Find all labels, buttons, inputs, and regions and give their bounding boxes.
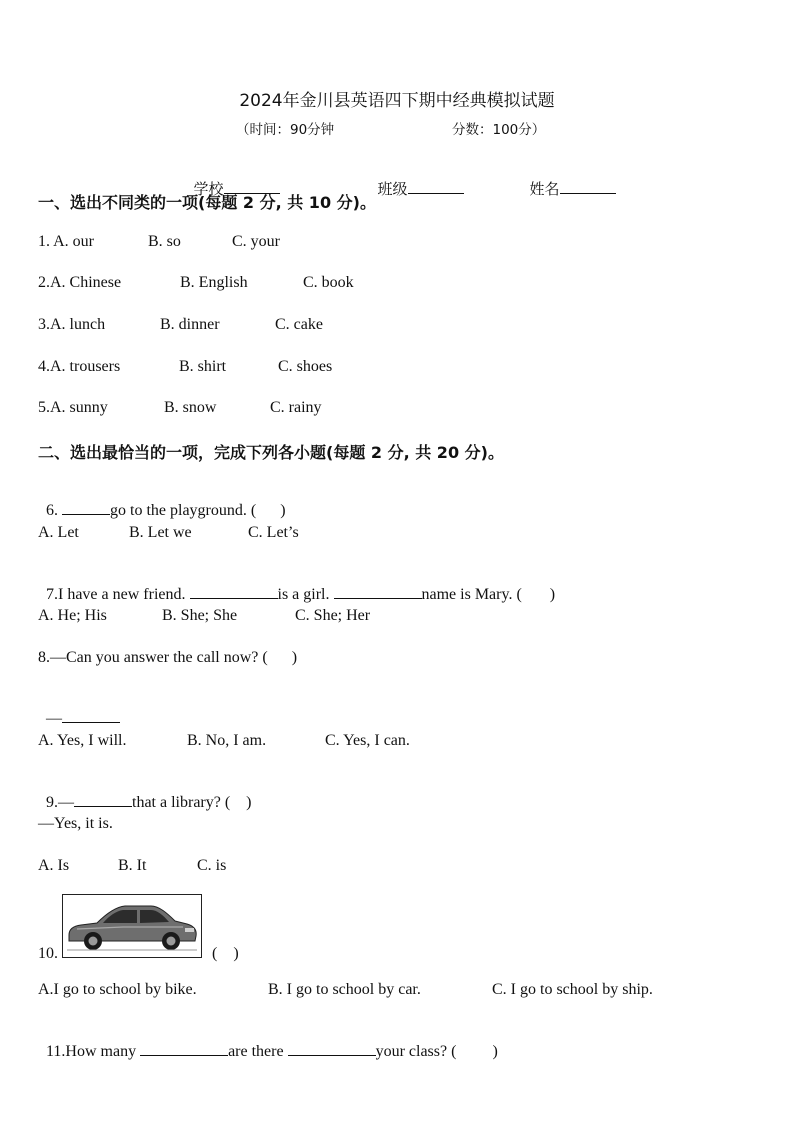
q8-blank[interactable] <box>62 708 120 723</box>
q7-blank-1[interactable] <box>190 584 278 599</box>
q6-option-c: C. Let’s <box>248 524 299 541</box>
car-icon <box>63 895 201 957</box>
q10-number: 10. <box>38 945 58 962</box>
q1-option-c: C. your <box>232 233 280 250</box>
q4-option-b: B. shirt <box>179 358 227 375</box>
q10-answer-paren: ( ) <box>212 945 239 962</box>
q8-option-a: A. Yes, I will. <box>38 732 127 749</box>
q8-option-b: B. No, I am. <box>187 732 267 749</box>
q8-answer-line <box>38 690 120 728</box>
q3-option-c: C. cake <box>275 316 323 333</box>
class-blank[interactable] <box>408 179 464 194</box>
q9-option-b: B. It <box>118 857 147 874</box>
q7-blank-2[interactable] <box>334 584 422 599</box>
section1-heading: 一、选出不同类的一项(每题 2 分, 共 10 分)。 <box>38 193 376 212</box>
school-label: 学校 <box>193 180 224 198</box>
q2-option-c: C. book <box>303 274 354 291</box>
q7-prefix: 7.I have a new friend. <box>46 586 190 603</box>
q7-stem <box>38 566 555 604</box>
q7-option-c: C. She; Her <box>295 607 371 624</box>
q9-option-a: A. Is <box>38 857 70 874</box>
q7-suffix: name is Mary. ( ) <box>421 586 556 603</box>
q7-option-b: B. She; She <box>162 607 238 624</box>
q9-reply: —Yes, it is. <box>38 815 113 832</box>
name-field <box>520 160 616 199</box>
q9-suffix: that a library? ( ) <box>132 794 252 811</box>
q10-option-a: A.I go to school by bike. <box>38 981 197 998</box>
q4-option-a: 4.A. trousers <box>38 358 121 375</box>
name-label: 姓名 <box>529 180 560 198</box>
q9-prefix: 9.— <box>46 794 74 811</box>
q2-option-a: 2.A. Chinese <box>38 274 122 291</box>
q6-option-a: A. Let <box>38 524 79 541</box>
q11-prefix: 11.How many <box>46 1043 141 1060</box>
q10-option-c: C. I go to school by ship. <box>492 981 653 998</box>
q3-option-a: 3.A. lunch <box>38 316 106 333</box>
q11-stem <box>38 1023 498 1061</box>
q9-option-c: C. is <box>197 857 227 874</box>
q6-stem <box>38 482 286 520</box>
q5-option-c: C. rainy <box>270 399 322 416</box>
q6-suffix: go to the playground. ( ) <box>110 502 286 519</box>
q5-option-b: B. snow <box>164 399 217 416</box>
car-picture <box>62 894 202 958</box>
q1-option-a: 1. A. our <box>38 233 94 250</box>
q6-prefix: 6. <box>46 502 62 519</box>
q1-option-b: B. so <box>148 233 181 250</box>
q8-dash: — <box>46 710 62 727</box>
q4-option-c: C. shoes <box>278 358 333 375</box>
q9-blank[interactable] <box>74 792 132 807</box>
q6-option-b: B. Let we <box>129 524 192 541</box>
q5-option-a: 5.A. sunny <box>38 399 108 416</box>
q11-blank-1[interactable] <box>140 1041 228 1056</box>
q11-suffix: your class? ( ) <box>375 1043 498 1060</box>
q11-middle: are there <box>228 1043 288 1060</box>
q8-stem: 8.—Can you answer the call now? ( ) <box>38 649 298 666</box>
q2-option-b: B. English <box>180 274 248 291</box>
q10-option-b: B. I go to school by car. <box>268 981 421 998</box>
q7-middle: is a girl. <box>277 586 334 603</box>
q6-blank[interactable] <box>62 500 110 515</box>
q8-option-c: C. Yes, I can. <box>325 732 410 749</box>
exam-title: 2024年金川县英语四下期中经典模拟试题 <box>239 91 555 111</box>
q11-blank-2[interactable] <box>288 1041 376 1056</box>
q3-option-b: B. dinner <box>160 316 220 333</box>
class-field <box>368 160 464 199</box>
exam-time: （时间：90分钟 <box>236 122 335 138</box>
q9-stem <box>38 774 252 812</box>
name-blank[interactable] <box>560 179 616 194</box>
exam-score: 分数：100分） <box>452 122 546 138</box>
q7-option-a: A. He; His <box>38 607 107 624</box>
section2-heading: 二、选出最恰当的一项，完成下列各小题(每题 2 分, 共 20 分)。 <box>38 443 504 462</box>
class-label: 班级 <box>377 180 408 198</box>
